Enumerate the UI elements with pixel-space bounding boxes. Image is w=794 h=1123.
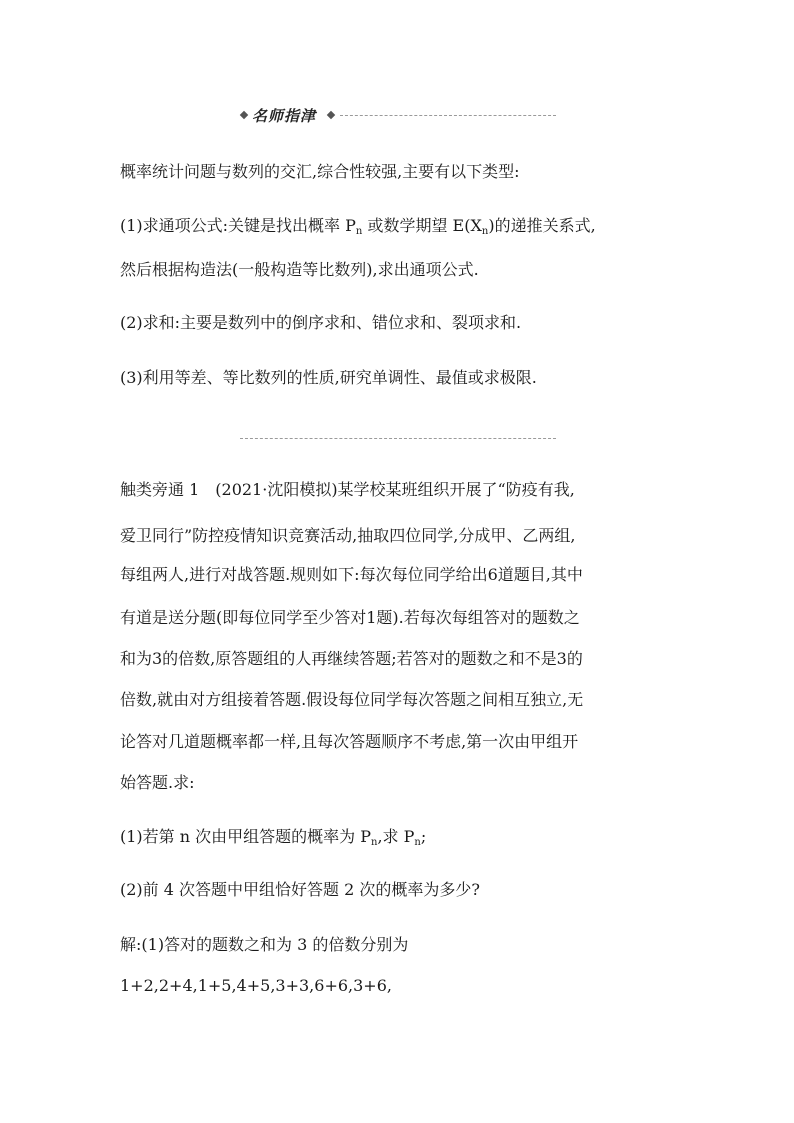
text-fragment: 或数学期望 E(X [362,216,482,235]
text-fragment: (1)求通项公式:关键是找出概率 P [120,216,356,235]
problem-line: 每组两人,进行对战答题.规则如下:每次每位同学给出6道题目,其中 [120,565,583,584]
problem-line: 论答对几道题概率都一样,且每次答题顺序不考虑,第一次由甲组开 [120,732,579,751]
solution-line: 解:(1)答对的题数之和为 3 的倍数分别为 [120,935,409,954]
subscript: n [414,837,421,848]
diamond-icon [240,111,248,119]
section-title: 名师指津 [252,107,317,125]
subscript: n [481,226,489,237]
problem-line: 倍数,就由对方组接着答题.假设每位同学每次答题之间相互独立,无 [120,690,584,709]
tips-item-2: (2)求和:主要是数列中的倒序求和、错位求和、裂项求和. [120,313,522,332]
text-fragment: ; [420,827,427,846]
tips-item-3: (3)利用等差、等比数列的性质,研究单调性、最值或求极限. [120,368,537,387]
tips-item-1-line-2: 然后根据构造法(一般构造等比数列),求出通项公式. [120,260,479,279]
dashed-divider [240,438,556,439]
problem-line: 爱卫同行”防控疫情知识竞赛活动,抽取四位同学,分成甲、乙两组, [120,526,576,545]
diamond-icon [327,111,335,119]
question-1 [120,827,426,853]
tips-intro: 概率统计问题与数列的交汇,综合性较强,主要有以下类型: [120,162,520,181]
dashed-divider [340,115,556,116]
text-fragment: (1)若第 n 次由甲组答题的概率为 P [120,827,371,846]
text-fragment: ,求 P [377,827,415,846]
question-2: (2)前 4 次答题中甲组恰好答题 2 次的概率为多少? [120,880,480,899]
section-header [238,104,556,128]
tips-item-1 [120,216,596,242]
subscript: n [371,837,378,848]
text-fragment: )的递推关系式, [488,216,596,235]
problem-line: 和为3的倍数,原答题组的人再继续答题;若答对的题数之和不是3的 [120,649,583,668]
subscript: n [355,226,363,237]
problem-line: 始答题.求: [120,773,195,792]
problem-line: 有道是送分题(即每位同学至少答对1题).若每次每组答对的题数之 [120,608,580,627]
solution-line: 1+2,2+4,1+5,4+5,3+3,6+6,3+6, [120,976,392,995]
problem-line: 触类旁通 1 (2021·沈阳模拟)某学校某班组织开展了“防疫有我, [120,480,575,499]
